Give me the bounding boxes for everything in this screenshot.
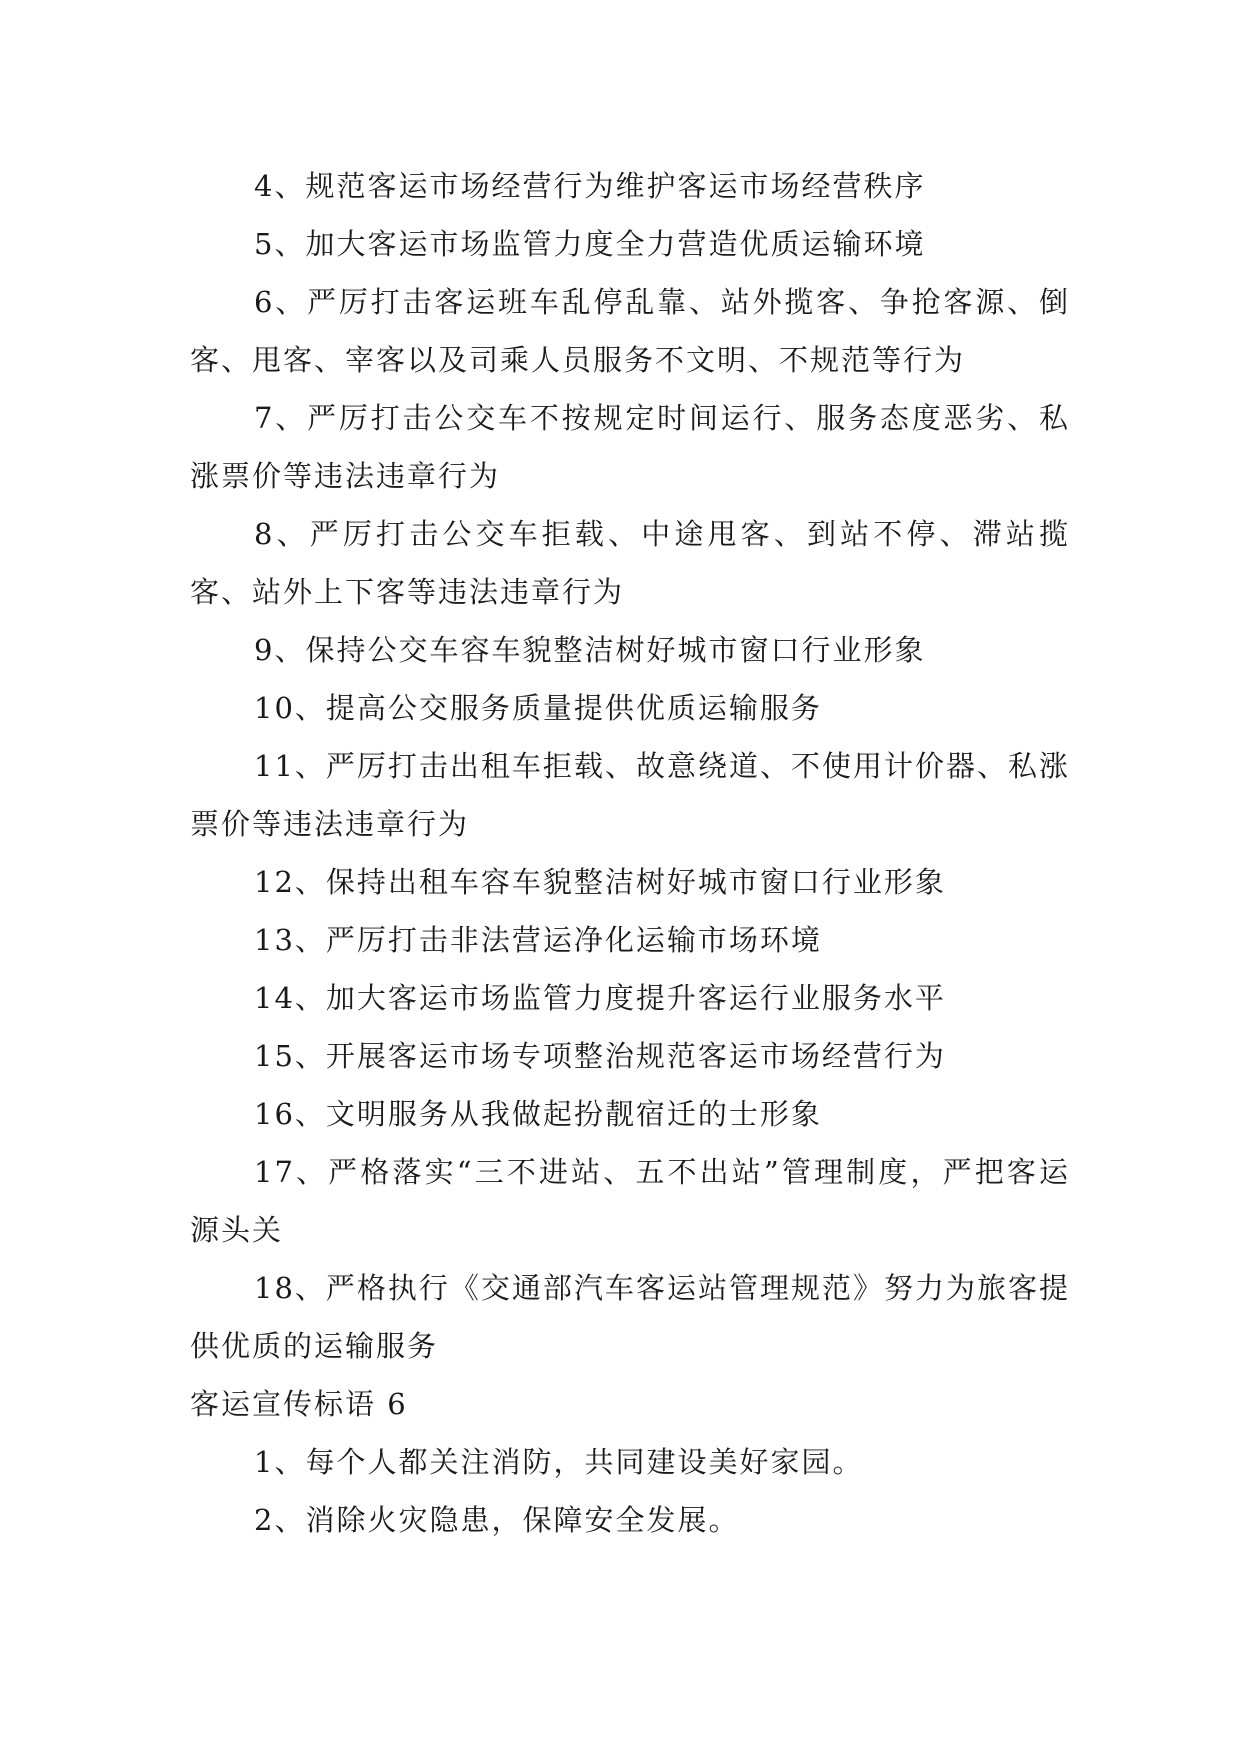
paragraph-4: 4、规范客运市场经营行为维护客运市场经营秩序 bbox=[254, 169, 926, 203]
paragraph-13: 13、严厉打击非法营运净化运输市场环境 bbox=[254, 923, 822, 957]
paragraph-12: 12、保持出租车容车貌整洁树好城市窗口行业形象 bbox=[254, 865, 946, 899]
paragraph-11: 11、严厉打击出租车拒载、故意绕道、不使用计价器、私涨票价等违法违章行为 bbox=[190, 749, 1070, 841]
paragraph-8: 8、严厉打击公交车拒载、中途甩客、到站不停、滞站揽客、站外上下客等违法违章行为 bbox=[190, 517, 1070, 609]
section-paragraph-2: 2、消除火灾隐患，保障安全发展。 bbox=[254, 1503, 740, 1537]
paragraph-17: 17、严格落实“三不进站、五不出站”管理制度，严把客运源头关 bbox=[190, 1155, 1070, 1247]
paragraph-7: 7、严厉打击公交车不按规定时间运行、服务态度恶劣、私涨票价等违法违章行为 bbox=[190, 401, 1070, 493]
paragraph-5: 5、加大客运市场监管力度全力营造优质运输环境 bbox=[254, 227, 926, 261]
paragraph-18: 18、严格执行《交通部汽车客运站管理规范》努力为旅客提供优质的运输服务 bbox=[190, 1271, 1070, 1363]
paragraph-10: 10、提高公交服务质量提供优质运输服务 bbox=[254, 691, 822, 725]
paragraph-15: 15、开展客运市场专项整治规范客运市场经营行为 bbox=[254, 1039, 946, 1073]
section-paragraph-1: 1、每个人都关注消防，共同建设美好家园。 bbox=[254, 1445, 864, 1479]
paragraph-14: 14、加大客运市场监管力度提升客运行业服务水平 bbox=[254, 981, 946, 1015]
document-body bbox=[190, 157, 1070, 1549]
paragraph-9: 9、保持公交车容车貌整洁树好城市窗口行业形象 bbox=[254, 633, 926, 667]
paragraph-6: 6、严厉打击客运班车乱停乱靠、站外揽客、争抢客源、倒客、甩客、宰客以及司乘人员服务不文明、不规范等行为 bbox=[190, 285, 1070, 377]
section-heading: 客运宣传标语 6 bbox=[190, 1387, 408, 1421]
paragraph-16: 16、文明服务从我做起扮靓宿迁的士形象 bbox=[254, 1097, 822, 1131]
